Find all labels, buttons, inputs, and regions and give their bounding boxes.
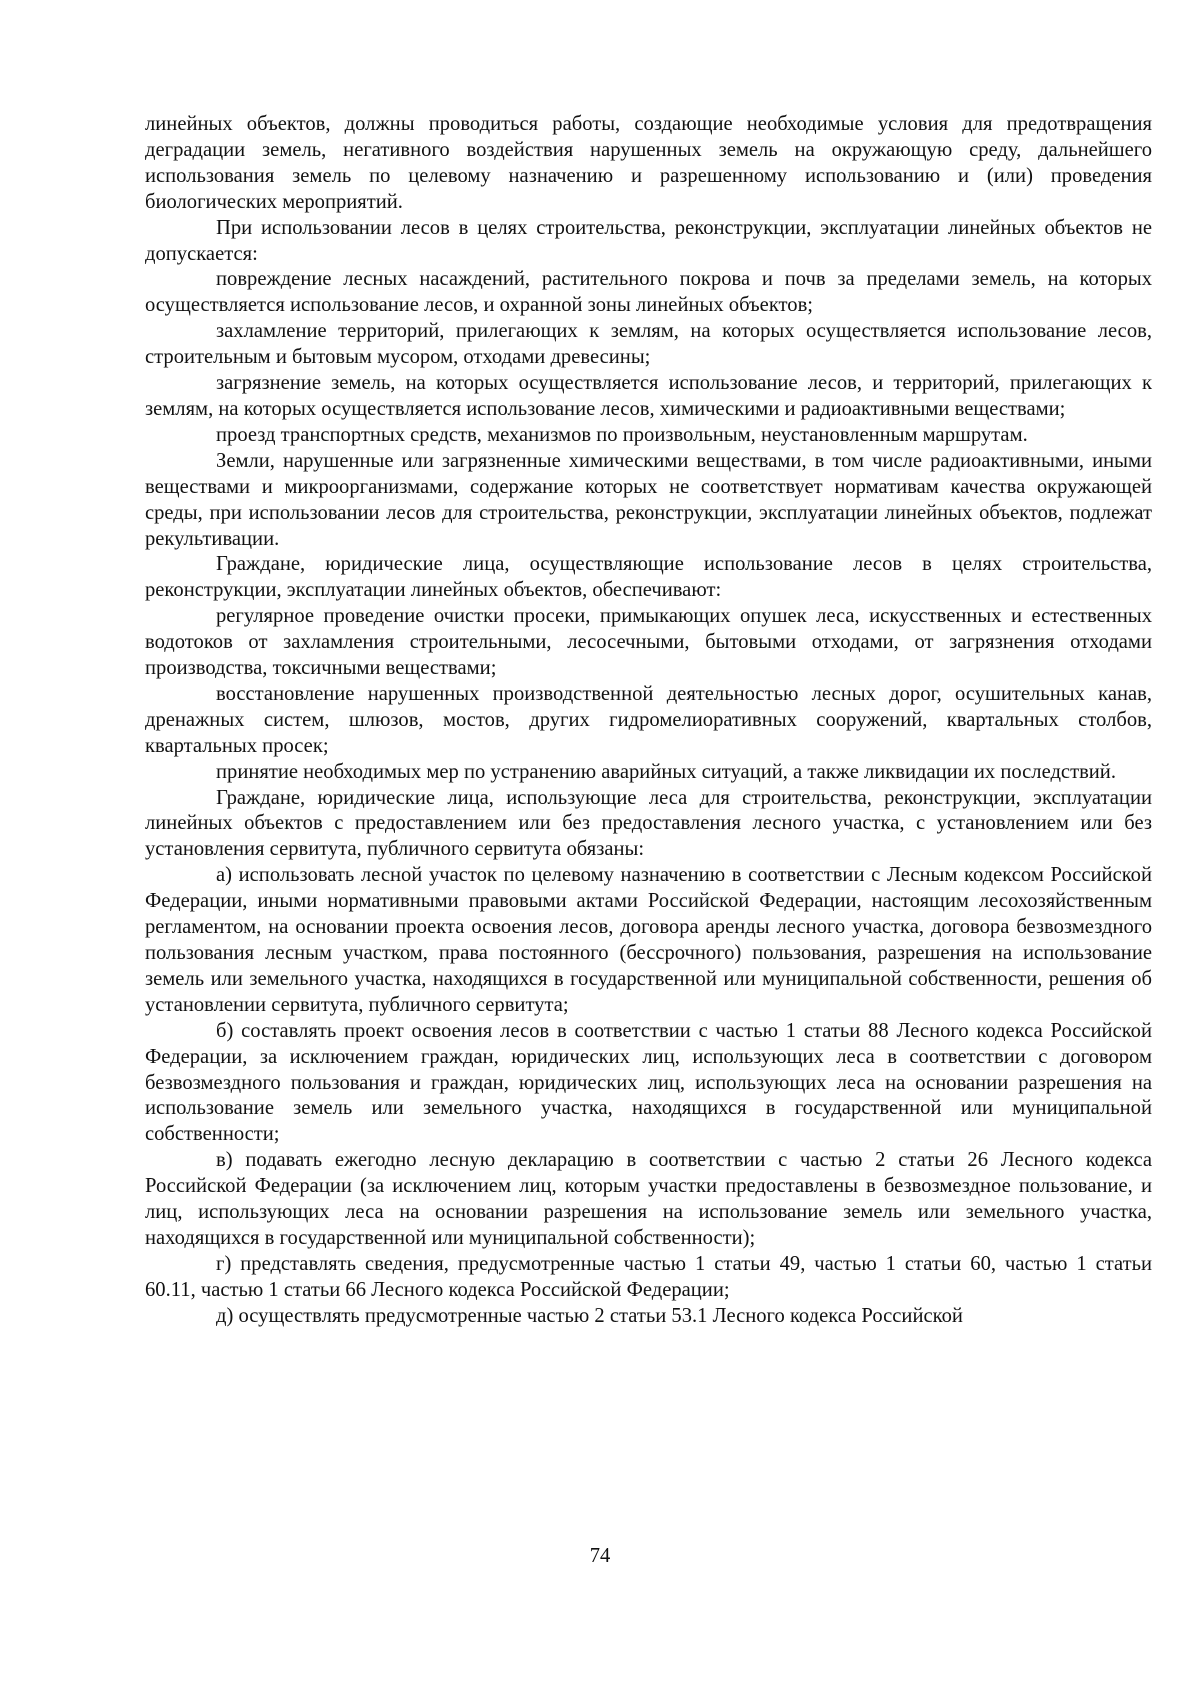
paragraph: При использовании лесов в целях строительства, реконструкции, эксплуатации линейных объектов не допускается: [145, 216, 1152, 265]
list-item: захламление территорий, прилегающих к землям, на которых осуществляется использование лесов, строительным и бытовым мусором, отходами древесины; [145, 320, 1152, 369]
list-item: в) подавать ежегодно лесную декларацию в соответствии с частью 2 статьи 26 Лесного кодекса Российской Федерации (за исключением лиц, которым участки предоставлены в безвозмездное пользование, и лиц, использующих леса на основании разрешения на использование земель или земельного участка, находящихся в государственной или муниципальной собственности); [145, 1149, 1152, 1249]
paragraph: Граждане, юридические лица, использующие леса для строительства, реконструкции, эксплуатации линейных объектов с предоставлением или без предоставления лесного участка, с установлением или без установления сервитута, публичного сервитута обязаны: [145, 786, 1152, 861]
list-item: принятие необходимых мер по устранению аварийных ситуаций, а также ликвидации их последствий. [216, 760, 1116, 783]
list-item: восстановление нарушенных производственной деятельностью лесных дорог, осушительных канав, дренажных систем, шлюзов, мостов, других гидромелиоративных сооружений, квартальных столбов, квартальных просек; [145, 682, 1152, 757]
list-item: повреждение лесных насаждений, растительного покрова и почв за пределами земель, на которых осуществляется использование лесов, и охранной зоны линейных объектов; [145, 268, 1152, 317]
list-item: г) представлять сведения, предусмотренные частью 1 статьи 49, частью 1 статьи 60, частью 1 статьи 60.11, частью 1 статьи 66 Лесного кодекса Российской Федерации; [145, 1252, 1152, 1301]
paragraph: Земли, нарушенные или загрязненные химическими веществами, в том числе радиоактивными, иными веществами и микроорганизмами, содержание которых не соответствует нормативам качества окружающей среды, при использовании лесов для строительства, реконструкции, эксплуатации линейных объектов, подлежат рекультивации. [145, 449, 1152, 550]
page-number: 74 [589, 1545, 611, 1567]
paragraph-continuation: линейных объектов, должны проводиться работы, создающие необходимые условия для предотвращения деградации земель, негативного воздействия нарушенных земель на окружающую среду, дальнейшего использования земель по целевому назначению и разрешенному использованию и (или) проведения биологических мероприятий. [145, 113, 1152, 213]
list-item: проезд транспортных средств, механизмов по произвольным, неустановленным маршрутам. [216, 423, 1028, 446]
document-body [145, 112, 1152, 1330]
list-item: а) использовать лесной участок по целевому назначению в соответствии с Лесным кодексом Российской Федерации, иными нормативными правовыми актами Российской Федерации, настоящим лесохозяйственным регламентом, на основании проекта освоения лесов, договора аренды лесного участка, договора безвозмездного пользования лесным участком, права постоянного (бессрочного) пользования, разрешения на использование земель или земельного участка, находящихся в государственной или муниципальной собственности, решения об установлении сервитута, публичного сервитута; [145, 864, 1152, 1016]
list-item: регулярное проведение очистки просеки, примыкающих опушек леса, искусственных и естественных водотоков от захламления строительными, лесосечными, бытовыми отходами, от загрязнения отходами производства, токсичными веществами; [145, 605, 1152, 680]
list-item: д) осуществлять предусмотренные частью 2 статьи 53.1 Лесного кодекса Российской [216, 1304, 963, 1327]
list-item: б) составлять проект освоения лесов в соответствии с частью 1 статьи 88 Лесного кодекса Российской Федерации, за исключением граждан, юридических лиц, использующих леса в соответствии с договором безвозмездного пользования и граждан, юридических лиц, использующих леса на основании разрешения на использование земель или земельного участка, находящихся в государственной или муниципальной собственности; [145, 1019, 1152, 1146]
list-item: загрязнение земель, на которых осуществляется использование лесов, и территорий, прилегающих к землям, на которых осуществляется использование лесов, химическими и радиоактивными веществами; [145, 372, 1152, 420]
paragraph: Граждане, юридические лица, осуществляющие использование лесов в целях строительства, реконструкции, эксплуатации линейных объектов, обеспечивают: [145, 553, 1152, 602]
